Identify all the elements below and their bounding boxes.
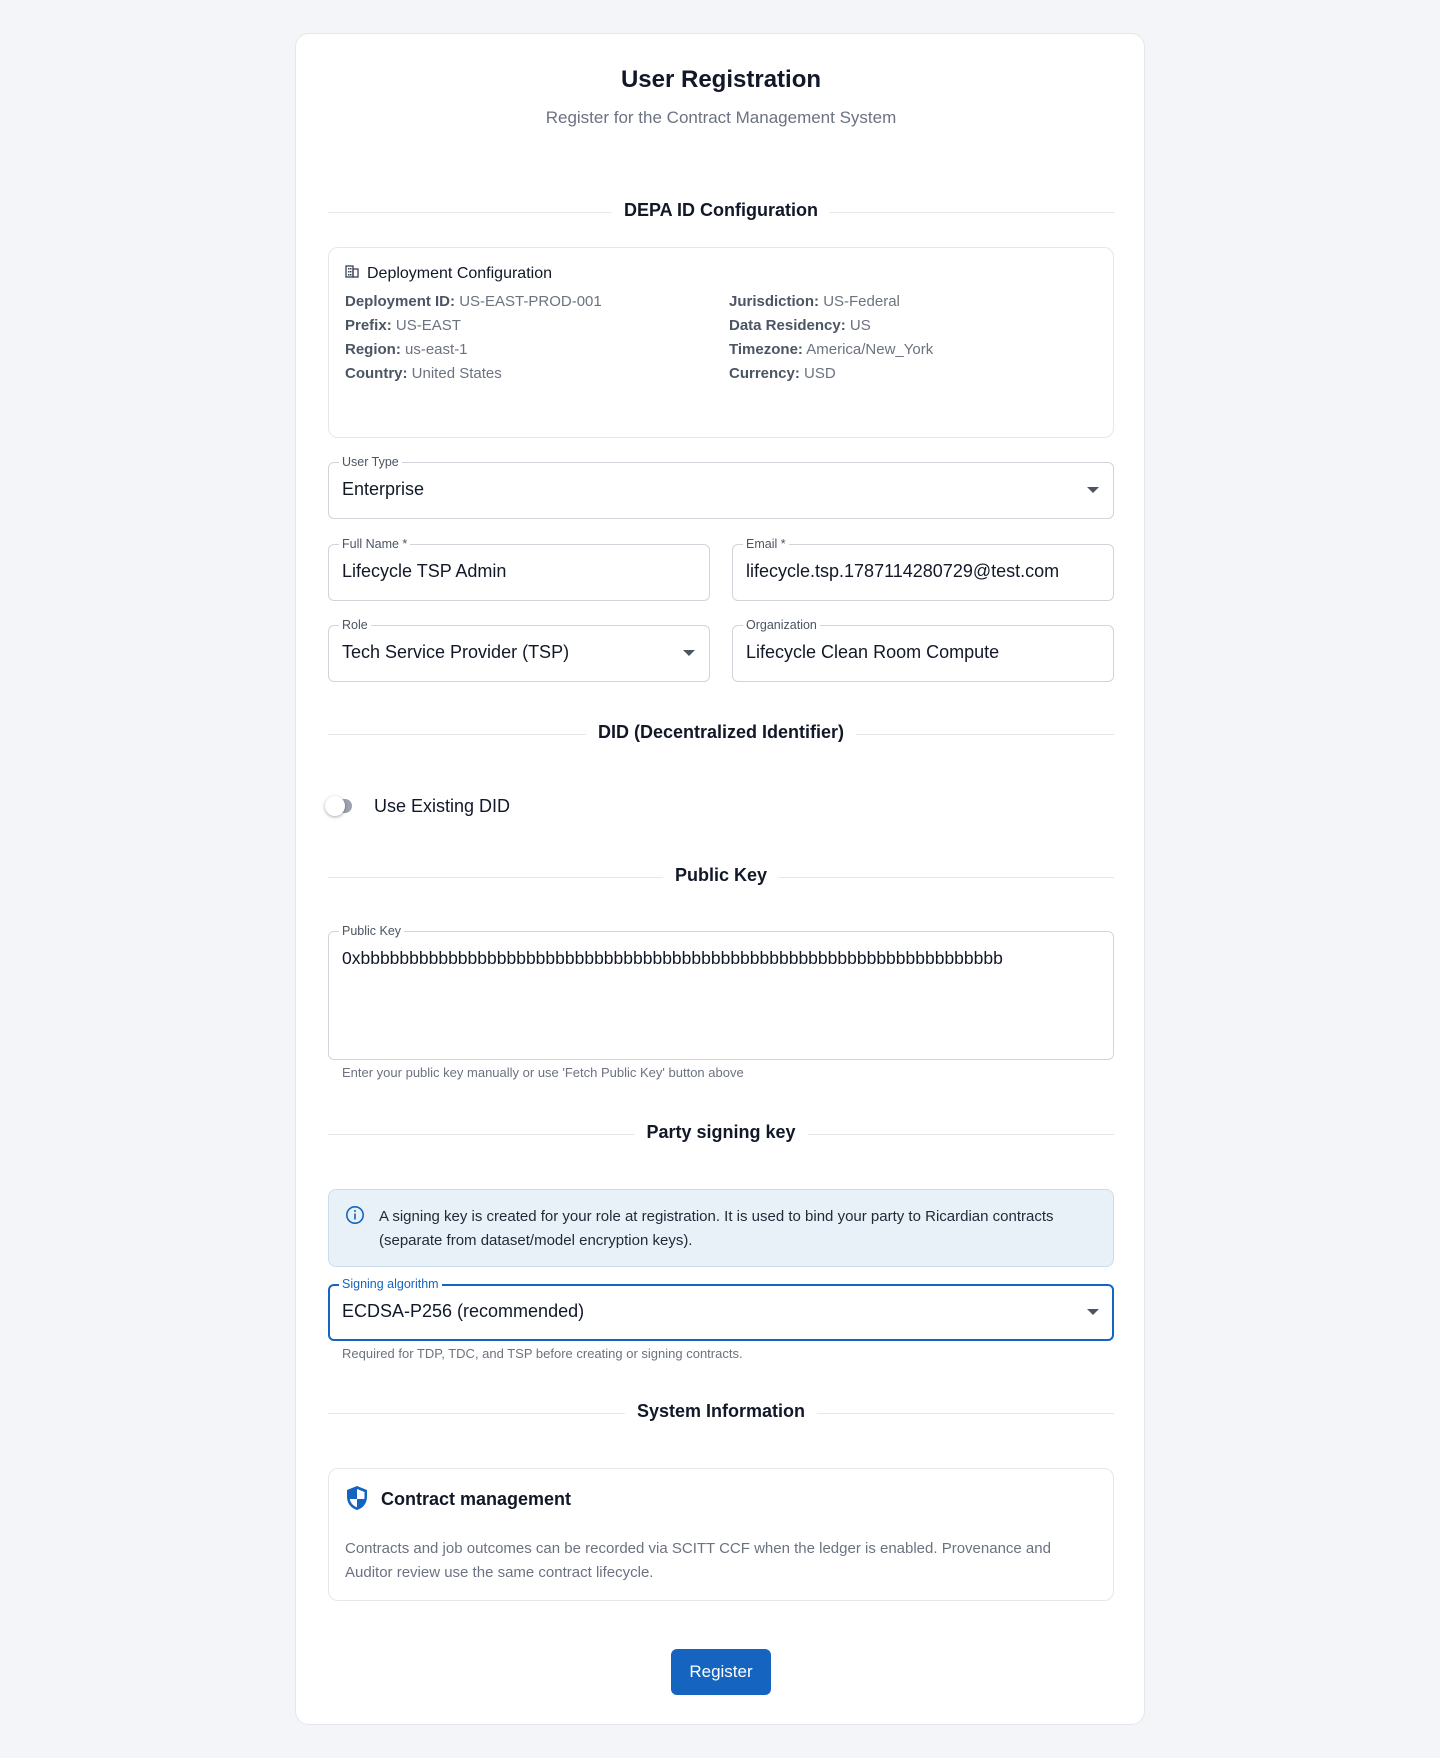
section-depa-label: DEPA ID Configuration [612, 200, 830, 221]
signing-algorithm-select[interactable] [328, 1277, 1114, 1341]
organization-field[interactable] [732, 618, 1114, 682]
contract-management-title: Contract management [381, 1489, 572, 1509]
currency-row: Currency: USD [729, 365, 836, 382]
data-residency-row: Data Residency: US [729, 317, 871, 334]
register-button[interactable]: Register [671, 1649, 771, 1695]
public-key-value: 0xbbbbbbbbbbbbbbbbbbbbbbbbbbbbbbbbbbbbbbbbbbbbbbbbbbbbbbbbbbbbbbbbbb [342, 948, 1003, 968]
building-icon [345, 264, 359, 283]
chevron-down-icon [1087, 487, 1099, 493]
timezone-row: Timezone: America/New_York [729, 341, 934, 358]
organization-value: Lifecycle Clean Room Compute [746, 642, 1000, 662]
section-did-label: DID (Decentralized Identifier) [586, 722, 856, 743]
deployment-id-row: Deployment ID: US-EAST-PROD-001 [345, 293, 602, 310]
section-public-key [328, 862, 1114, 892]
signing-algorithm-helper: Required for TDP, TDC, and TSP before creating or signing contracts. [342, 1346, 743, 1361]
section-signing-label: Party signing key [634, 1122, 807, 1143]
page-title: User Registration [620, 66, 822, 93]
region-row: Region: us-east-1 [345, 341, 468, 358]
prefix-row: Prefix: US-EAST [345, 317, 461, 334]
section-depa [328, 197, 1114, 227]
country-row: Country: United States [345, 365, 502, 382]
role-select[interactable] [328, 618, 710, 682]
email-field[interactable] [732, 537, 1114, 601]
organization-label: Organization [743, 617, 820, 633]
page-subtitle: Register for the Contract Management System [545, 108, 897, 127]
full-name-label: Full Name * [339, 536, 410, 552]
chevron-down-icon [683, 650, 695, 656]
use-existing-did-label: Use Existing DID [374, 796, 511, 816]
signing-algorithm-value: ECDSA-P256 (recommended) [342, 1301, 585, 1321]
info-icon [345, 1205, 365, 1230]
deployment-config-heading [345, 264, 552, 283]
registration-card [295, 33, 1145, 1725]
role-value: Tech Service Provider (TSP) [342, 642, 570, 662]
deployment-configuration-box [328, 247, 1114, 438]
jurisdiction-row: Jurisdiction: US-Federal [729, 293, 900, 310]
email-label: Email * [743, 536, 789, 552]
email-value: lifecycle.tsp.1787114280729@test.com [746, 561, 1060, 581]
section-system [328, 1398, 1114, 1428]
user-type-value: Enterprise [342, 479, 425, 499]
contract-management-text: Contracts and job outcomes can be recorded via SCITT CCF when the ledger is enabled. Provenance and Auditor review use the same contract lifecycle. [345, 1540, 1051, 1581]
public-key-textarea[interactable] [328, 924, 1114, 1060]
toggle-knob[interactable] [325, 796, 345, 816]
signing-info-alert [328, 1189, 1114, 1267]
full-name-field[interactable] [328, 537, 710, 601]
shield-icon [345, 1485, 369, 1516]
role-label: Role [339, 617, 371, 633]
deployment-config-title: Deployment Configuration [367, 264, 552, 282]
signing-info-text: A signing key is created for your role at registration. It is used to bind your party to Ricardian contracts (separate from dataset/model encryption keys). [379, 1208, 1054, 1249]
section-public-key-label: Public Key [663, 865, 779, 886]
section-system-label: System Information [625, 1401, 817, 1422]
user-type-select[interactable] [328, 455, 1114, 519]
chevron-down-icon [1087, 1309, 1099, 1315]
full-name-value: Lifecycle TSP Admin [342, 561, 507, 581]
section-signing [328, 1119, 1114, 1149]
signing-algorithm-label: Signing algorithm [339, 1276, 442, 1292]
public-key-helper: Enter your public key manually or use 'Fetch Public Key' button above [342, 1065, 744, 1080]
contract-management-box [328, 1468, 1114, 1601]
public-key-label: Public Key [339, 923, 404, 939]
section-did [328, 719, 1114, 749]
user-type-label: User Type [339, 454, 402, 470]
